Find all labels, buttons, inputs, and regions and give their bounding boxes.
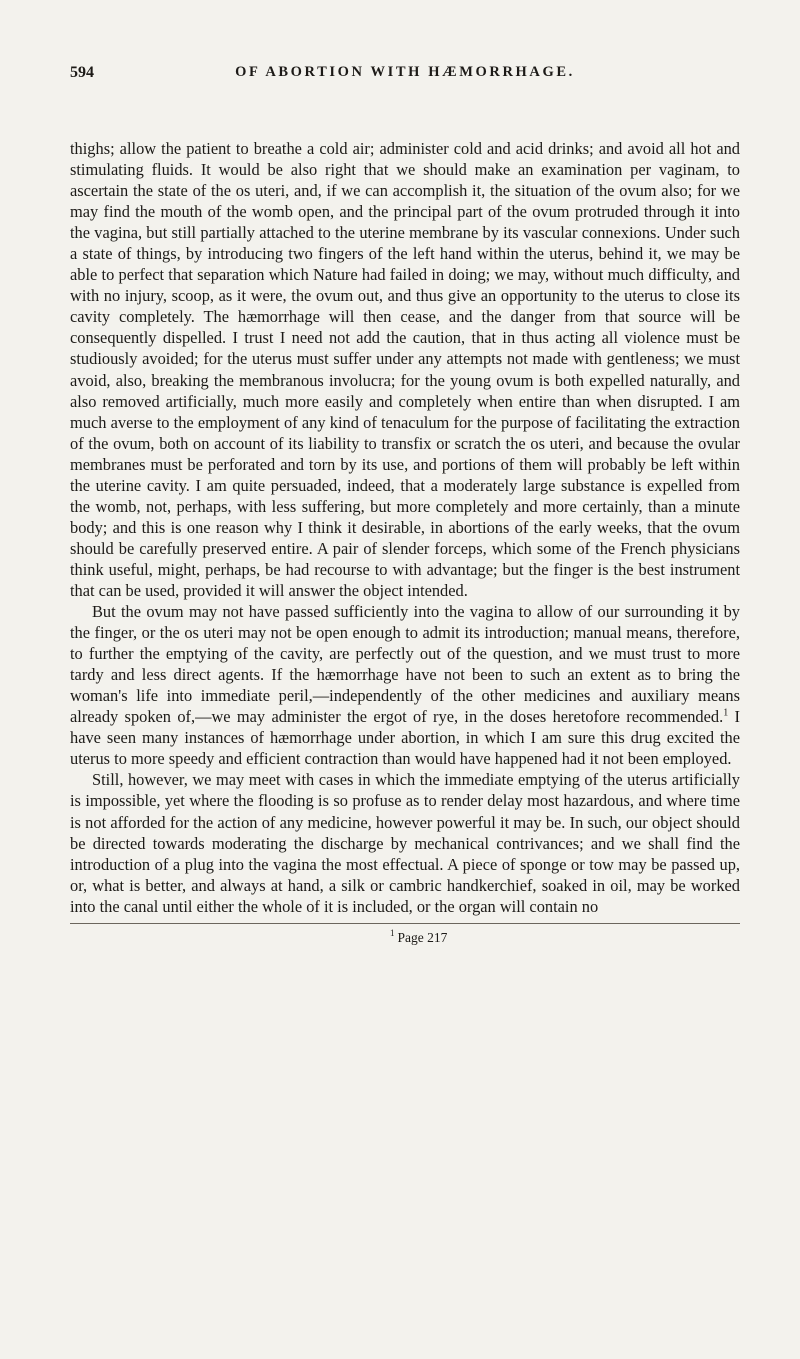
- paragraph-1-text: thighs; allow the patient to breathe a cold air; administer cold and acid drinks; and avoid all hot and stimulating fluids. It would be also right that we should make an examination per vaginam, to ascertain the state of the os uteri, and, if we can accomplish it, the situation of the ovum also; for we may find the mouth of the womb open, and the principal part of the ovum protruded through it into the vagina, but still partially attached to the uterine membrane by its vascular connexions. Under such a state of things, by introducing two fingers of the left hand within the uterus, behind it, we may be able to perfect that separation which Nature had failed in doing; we may, without much difficulty, and with no injury, scoop, as it were, the ovum out, and thus give an opportunity to the uterus to close its cavity completely. The hæmorrhage will then cease, and the danger from that source will be consequently dispelled. I trust I need not add the caution, that in thus acting all violence must be studiously avoided; for the uterus must suffer under any attempts not made with gentleness; we must avoid, also, breaking the membranous involucra; for the young ovum is both expelled naturally, and also removed artificially, much more easily and completely when entire than when disrupted. I am much averse to the employment of any kind of tenaculum for the purpose of facilitating the extraction of the ovum, both on account of its liability to transfix or scratch the os uteri, and because the ovular membranes must be perforated and torn by its use, and portions of them will probably be left within the uterine cavity. I am quite persuaded, indeed, that a moderately large substance is expelled from the womb, not, perhaps, with less suffering, but more completely and more certainly, than a minute body; and this is one reason why I think it desirable, in abortions of the early weeks, that the ovum should be carefully preserved entire. A pair of slender forceps, which some of the French physicians think useful, might, perhaps, be had recourse to with advantage; but the finger is the best instrument that can be used, provided it will answer the object intended.: [70, 139, 740, 600]
- running-title: OF ABORTION WITH HÆMORRHAGE.: [235, 64, 575, 80]
- running-head: [70, 50, 740, 84]
- body-text: [70, 138, 740, 917]
- paragraph-2: [70, 601, 740, 769]
- paragraph-3-text: Still, however, we may meet with cases in which the immediate emptying of the uterus artificially is impossible, yet where the flooding is so profuse as to render delay most hazardous, and where time is not afforded for the action of any medicine, however powerful it may be. In such, our object should be directed towards moderating the discharge by mechanical contrivances; and we shall find the introduction of a plug into the vagina the most effectual. A piece of sponge or tow may be passed up, or, what is better, and always at hand, a silk or cambric handkerchief, soaked in oil, may be worked into the canal until either the whole of it is included, or the organ will contain no: [70, 770, 740, 916]
- footnote-reference[interactable]: 1: [723, 707, 729, 719]
- footnote-divider: [70, 923, 740, 924]
- paragraph-2-text-continued: I have seen many instances of hæmorrhage under abortion, in which I am sure this drug excited the uterus to more speedy and efficient contraction than would have happened had it not been employed.: [70, 707, 740, 769]
- footnote: [70, 930, 740, 946]
- footnote-mark: 1: [390, 928, 395, 939]
- footnote-text: Page 217: [397, 929, 448, 945]
- paragraph-3: [70, 769, 740, 916]
- paragraph-2-text: But the ovum may not have passed sufficiently into the vagina to allow of our surrounding it by the finger, or the os uteri may not be open enough to admit its introduction; manual means, therefore, to further the emptying of the cavity, are perfectly out of the question, and we must trust to more tardy and less direct agents. If the hæmorrhage have not been to such an extent as to bring the woman's life into immediate peril,—independently of the other medicines and auxiliary means already spoken of,—we may administer the ergot of rye, in the doses heretofore recommended.: [70, 602, 740, 727]
- paragraph-1: [70, 138, 740, 601]
- page-number: 594: [70, 64, 94, 81]
